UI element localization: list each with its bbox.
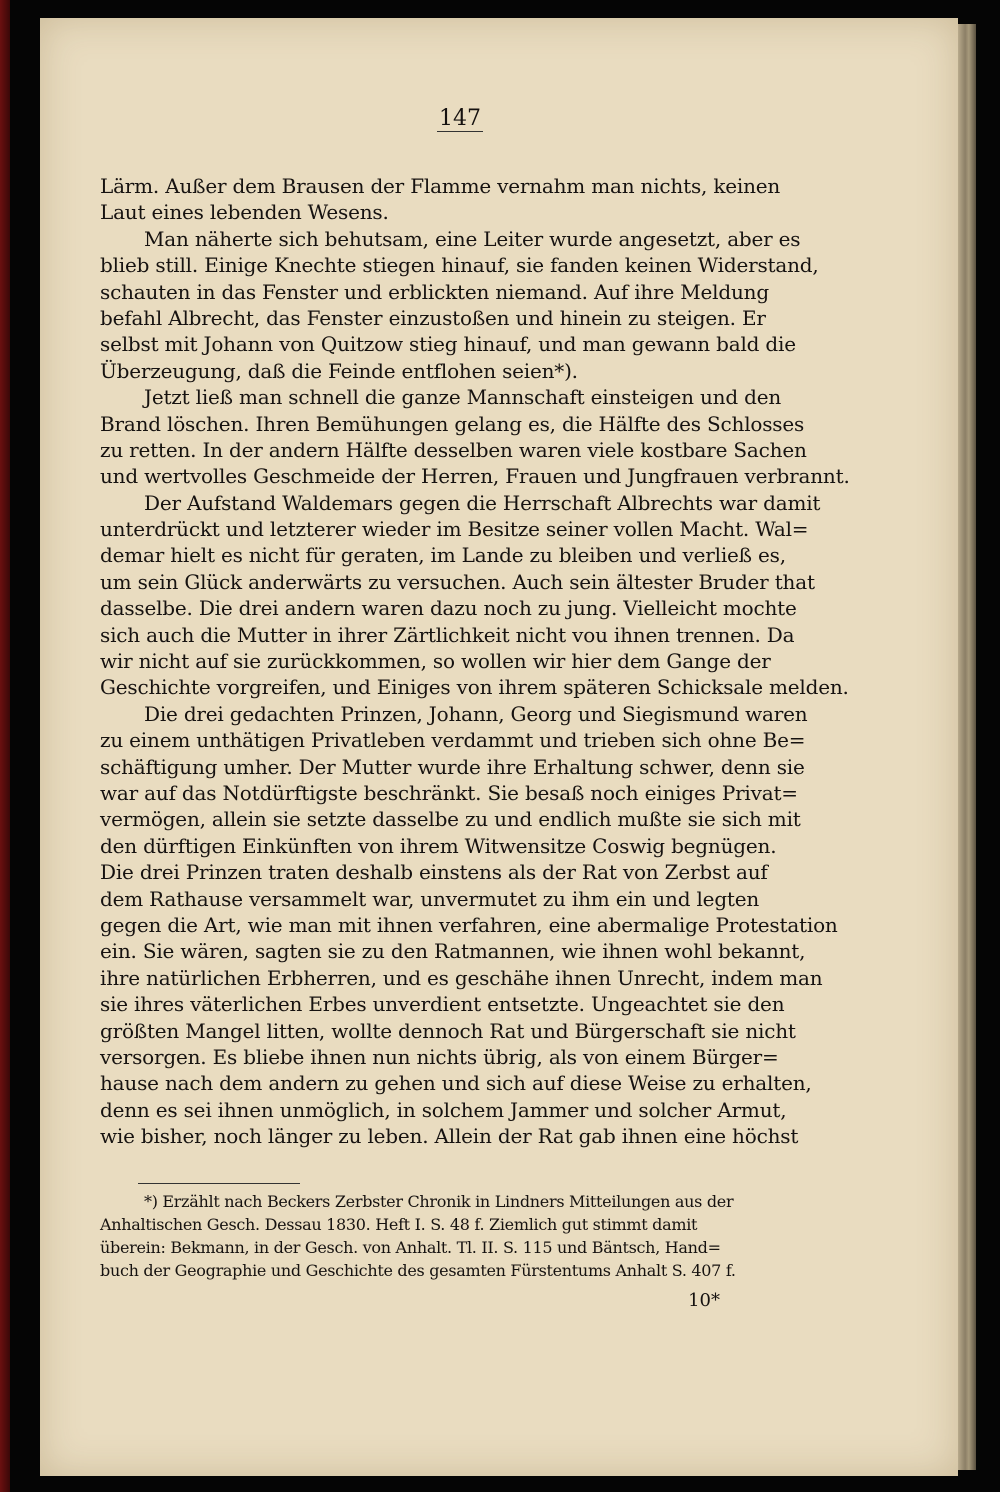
body-line: Laut eines lebenden Wesens. [100, 200, 389, 225]
body-line: selbst mit Johann von Quitzow stieg hinauf, und man gewann bald die [100, 332, 796, 357]
footnote-line: buch der Geographie und Geschichte des gesamten Fürstentums Anhalt S. 407 f. [100, 1261, 736, 1281]
body-line: wie bisher, noch länger zu leben. Allein der Rat gab ihnen eine höchst [100, 1124, 799, 1149]
body-line: versorgen. Es bliebe ihnen nun nichts übrig, als von einem Bürger= [100, 1044, 779, 1069]
body-line: dem Rathause versammelt war, unvermutet zu ihm ein und legten [100, 886, 760, 911]
body-line: war auf das Notdürftigste beschränkt. Sie besaß noch einiges Privat= [100, 780, 798, 805]
body-line: sie ihres väterlichen Erbes unverdient entsetzte. Ungeachtet sie den [100, 992, 785, 1017]
footnote-line: Anhaltischen Gesch. Dessau 1830. Heft I. S. 48 f. Ziemlich gut stimmt damit [100, 1215, 698, 1235]
body-line: ein. Sie wären, sagten sie zu den Ratmannen, wie ihnen wohl bekannt, [100, 939, 806, 964]
book-spine [0, 0, 10, 1492]
body-line: größten Mangel litten, wollte dennoch Rat und Bürgerschaft sie nicht [100, 1018, 796, 1043]
body-line: sich auch die Mutter in ihrer Zärtlichkeit nicht vou ihnen trennen. Da [100, 622, 795, 647]
body-line: Brand löschen. Ihren Bemühungen gelang es, die Hälfte des Schlosses [100, 411, 805, 436]
body-line: Der Aufstand Waldemars gegen die Herrschaft Albrechts war damit [144, 490, 821, 515]
footnote-line: überein: Bekmann, in der Gesch. von Anhalt. Tl. II. S. 115 und Bäntsch, Hand= [100, 1238, 721, 1258]
body-line: Die drei gedachten Prinzen, Johann, Georg und Siegismund waren [144, 701, 808, 726]
body-line: dasselbe. Die drei andern waren dazu noch zu jung. Vielleicht mochte [100, 596, 797, 621]
body-line: gegen die Art, wie man mit ihnen verfahren, eine abermalige Protestation [100, 912, 838, 937]
body-line: Geschichte vorgreifen, und Einiges von ihrem späteren Schicksale melden. [100, 675, 849, 700]
page-edge [958, 24, 976, 1470]
footnotes [100, 1190, 820, 1282]
body-text [100, 173, 850, 1149]
body-line: Überzeugung, daß die Feinde entflohen seien*). [100, 358, 578, 383]
page-number-value: 147 [439, 106, 481, 131]
body-line: unterdrückt und letzterer wieder im Besitze seiner vollen Macht. Wal= [100, 517, 809, 542]
body-line: Lärm. Außer dem Brausen der Flamme vernahm man nichts, keinen [100, 174, 781, 198]
body-line: blieb still. Einige Knechte stiegen hinauf, sie fanden keinen Widerstand, [100, 253, 819, 278]
footnote-divider [138, 1183, 300, 1184]
body-line: schäftigung umher. Der Mutter wurde ihre Erhaltung schwer, denn sie [100, 754, 805, 779]
body-line: Die drei Prinzen traten deshalb einstens als der Rat von Zerbst auf [100, 860, 768, 885]
body-line: zu einem unthätigen Privatleben verdammt und trieben sich ohne Be= [100, 728, 806, 753]
body-line: Jetzt ließ man schnell die ganze Mannschaft einsteigen und den [144, 385, 782, 410]
body-line: zu retten. In der andern Hälfte desselben waren viele kostbare Sachen [100, 437, 807, 462]
body-line: denn es sei ihnen unmöglich, in solchem Jammer und solcher Armut, [100, 1097, 787, 1122]
body-line: wir nicht auf sie zurückkommen, so wollen wir hier dem Gange der [100, 649, 771, 674]
body-line: schauten in das Fenster und erblickten niemand. Auf ihre Meldung [100, 279, 769, 304]
body-line: vermögen, allein sie setzte dasselbe zu und endlich mußte sie sich mit [100, 807, 801, 832]
body-line: befahl Albrecht, das Fenster einzustoßen und hinein zu steigen. Er [100, 305, 766, 330]
body-line: und wertvolles Geschmeide der Herren, Frauen und Jungfrauen verbrannt. [100, 464, 850, 489]
page-number [100, 105, 820, 133]
text-block [100, 105, 850, 1316]
body-line: um sein Glück anderwärts zu versuchen. Auch sein ältester Bruder that [100, 569, 815, 594]
body-line: den dürftigen Einkünften von ihrem Witwensitze Coswig begnügen. [100, 833, 777, 858]
body-line: Man näherte sich behutsam, eine Leiter wurde angesetzt, aber es [144, 226, 801, 251]
body-line: hause nach dem andern zu gehen und sich auf diese Weise zu erhalten, [100, 1071, 812, 1096]
footnote-line: *) Erzählt nach Beckers Zerbster Chronik in Lindners Mitteilungen aus der [144, 1192, 734, 1212]
signature-mark: 10* [688, 1290, 720, 1312]
body-line: ihre natürlichen Erbherren, und es geschähe ihnen Unrecht, indem man [100, 965, 823, 990]
body-line: demar hielt es nicht für geraten, im Lande zu bleiben und verließ es, [100, 543, 786, 568]
